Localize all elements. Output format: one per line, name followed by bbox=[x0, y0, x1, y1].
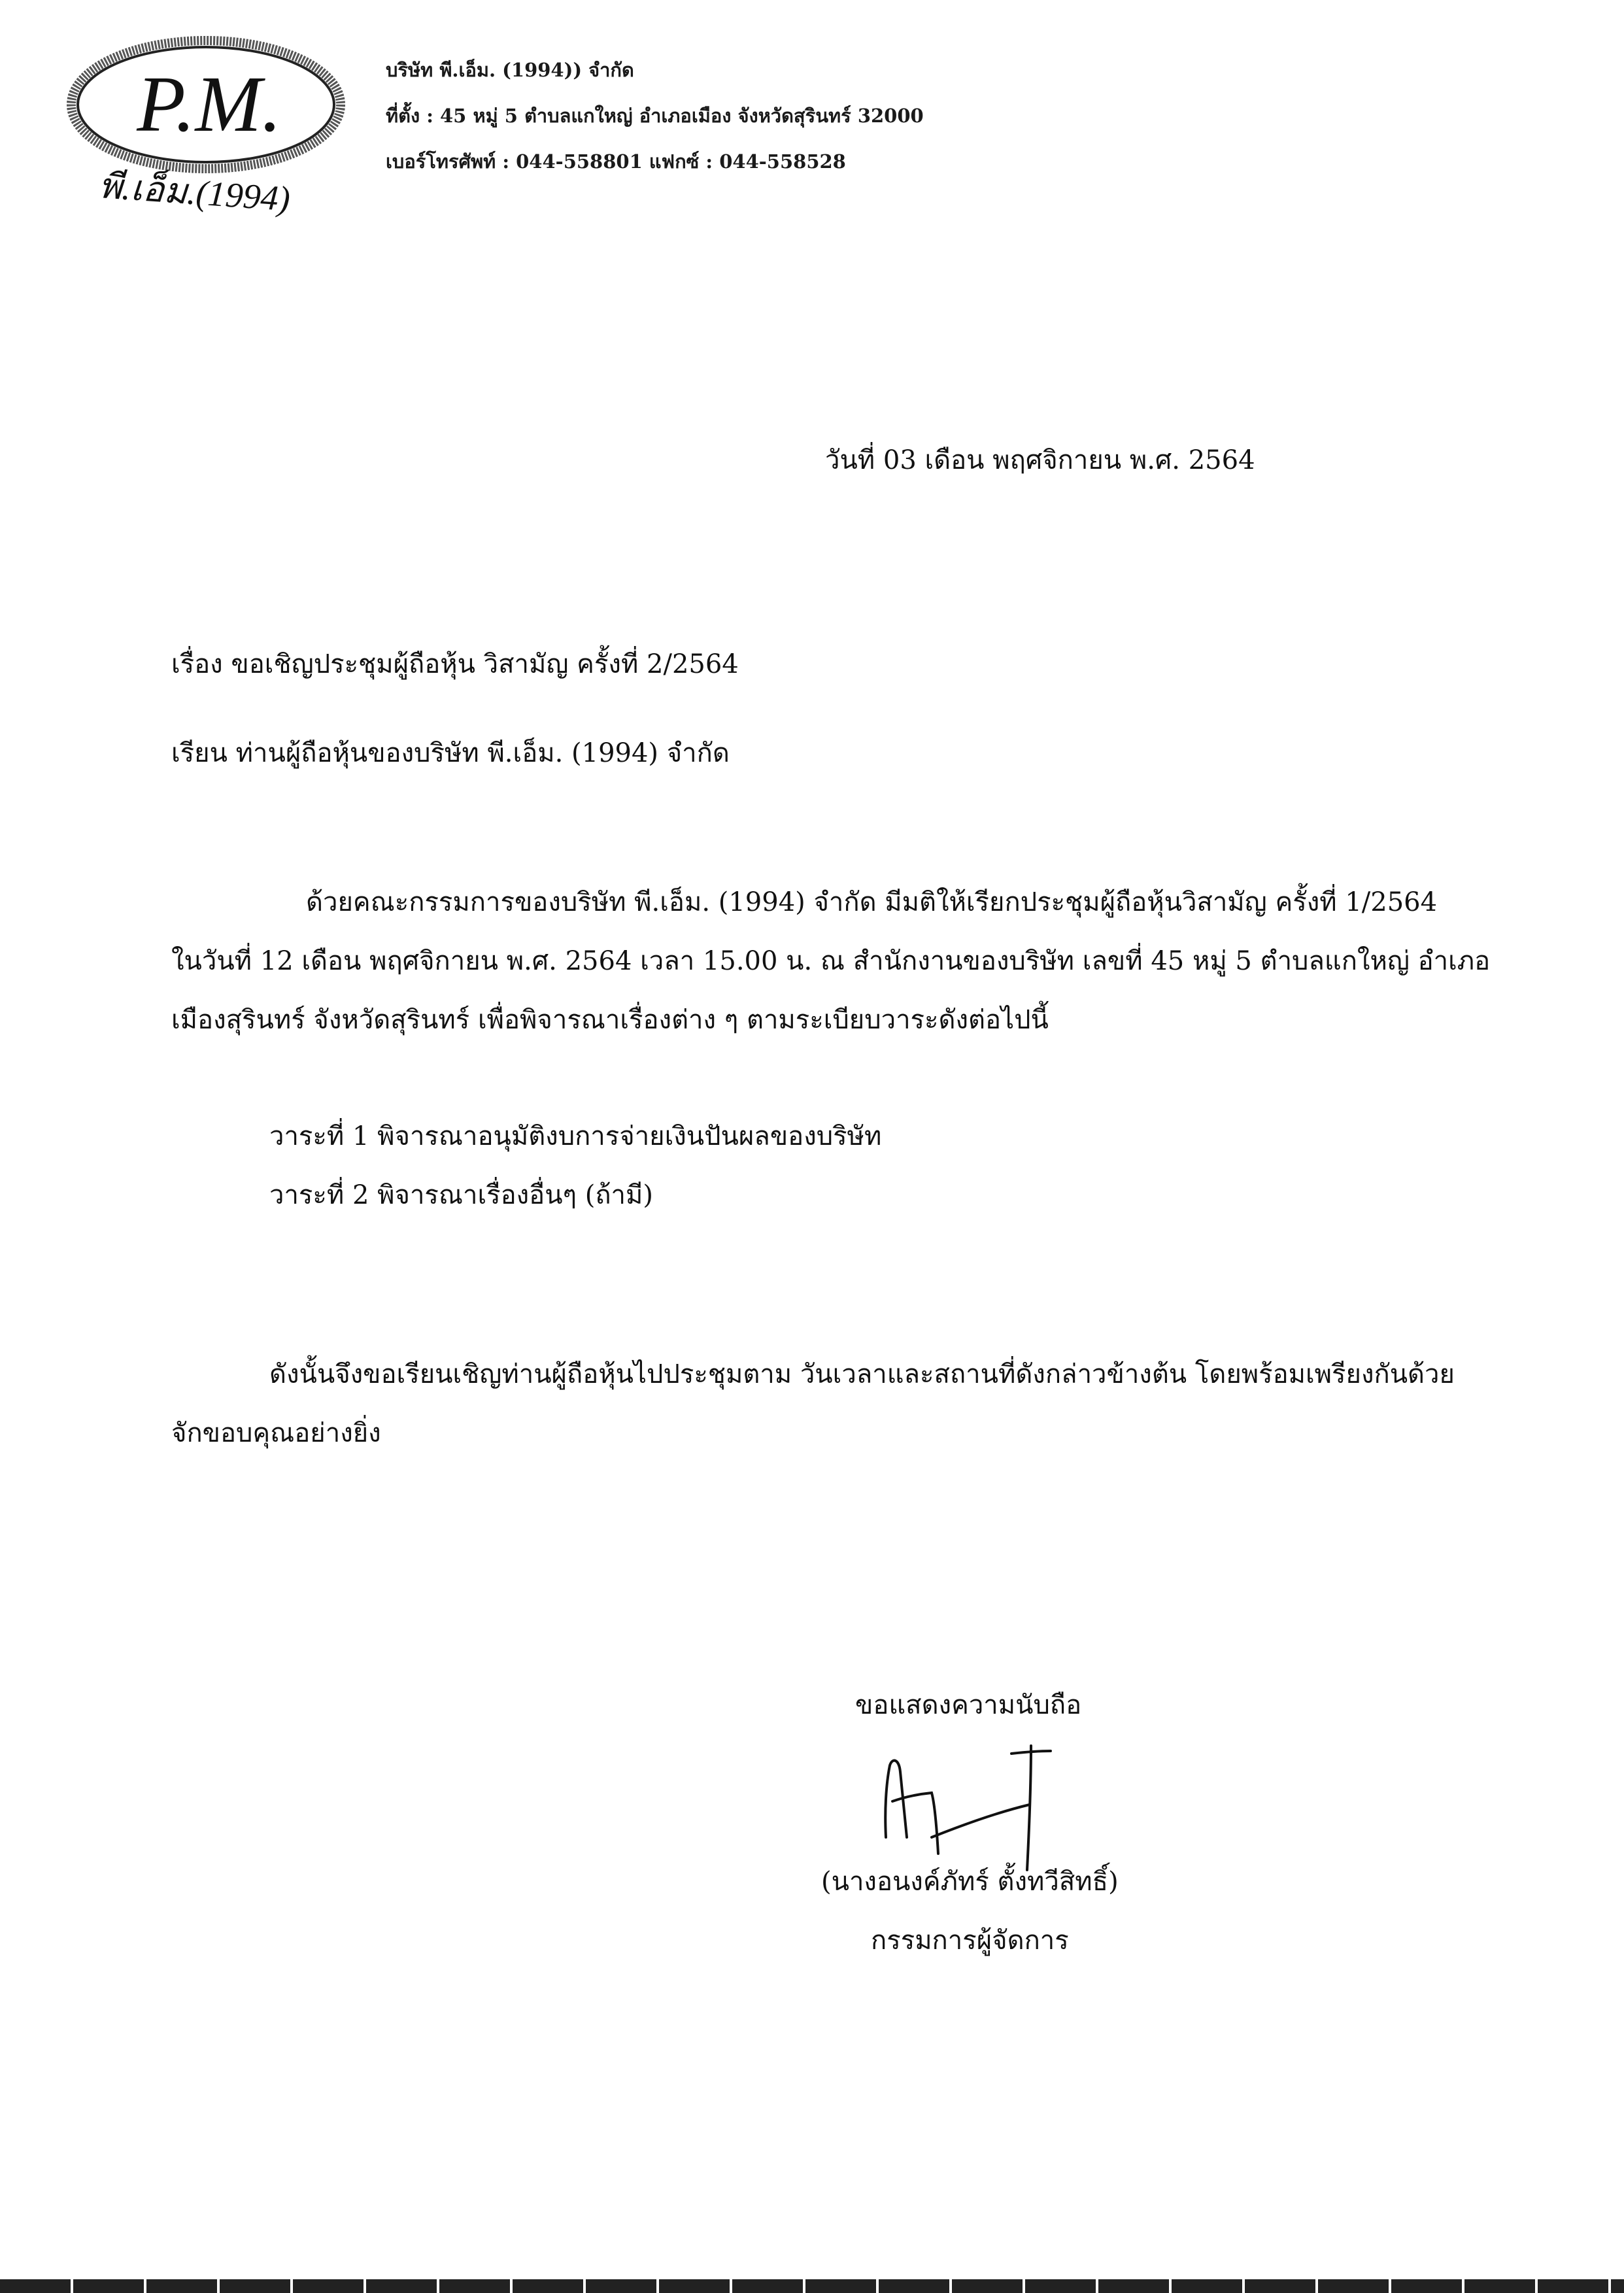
paragraph-line: ดังนั้นจึงขอเรียนเชิญท่านผู้ถือหุ้นไปประชุมตาม วันเวลาและสถานที่ดังกล่าวข้างต้น โดยพร้อมเพรียงกันด้วย bbox=[269, 1359, 1455, 1389]
company-address: ที่ตั้ง : 45 หมู่ 5 ตำบลแกใหญ่ อำเภอเมือง จังหวัดสุรินทร์ 32000 bbox=[386, 105, 924, 127]
signature bbox=[866, 1739, 1089, 1877]
company-name: บริษัท พี.เอ็ม. (1994)) จำกัด bbox=[386, 59, 634, 81]
letter-date: วันที่ 03 เดือน พฤศจิกายน พ.ศ. 2564 bbox=[825, 445, 1255, 475]
paragraph-line: เมืองสุรินทร์ จังหวัดสุรินทร์ เพื่อพิจารณาเรื่องต่าง ๆ ตามระเบียบวาระดังต่อไปนี้ bbox=[171, 1005, 1049, 1035]
agenda-item: วาระที่ 2 พิจารณาเรื่องอื่นๆ (ถ้ามี) bbox=[269, 1180, 653, 1210]
logo-text: P.M. bbox=[137, 60, 282, 148]
letter-recipient: เรียน ท่านผู้ถือหุ้นของบริษัท พี.เอ็ม. (1994) จำกัด bbox=[171, 738, 730, 768]
company-phone-fax: เบอร์โทรศัพท์ : 044-558801 แฟกซ์ : 044-558528 bbox=[386, 150, 846, 173]
signatory-title: กรรมการผู้จัดการ bbox=[871, 1926, 1069, 1956]
agenda-item: วาระที่ 1 พิจารณาอนุมัติงบการจ่ายเงินปันผลของบริษัท bbox=[269, 1121, 882, 1151]
letter-subject: เรื่อง ขอเชิญประชุมผู้ถือหุ้น วิสามัญ ครั้งที่ 2/2564 bbox=[171, 649, 739, 679]
logo-subtext: พี.เอ็ม.(1994) bbox=[97, 166, 292, 219]
paragraph-line: ด้วยคณะกรรมการของบริษัท พี.เอ็ม. (1994) จำกัด มีมติให้เรียกประชุมผู้ถือหุ้นวิสามัญ ครั้งที่ 1/2564 bbox=[306, 887, 1438, 917]
company-logo bbox=[59, 26, 360, 222]
page-bottom-edge bbox=[0, 2279, 1624, 2293]
paragraph-line: ในวันที่ 12 เดือน พฤศจิกายน พ.ศ. 2564 เวลา 15.00 น. ณ สำนักงานของบริษัท เลขที่ 45 หมู่ 5 ตำบลแกใหญ่ อำเภอ bbox=[171, 946, 1491, 976]
signatory-name: (นางอนงค์ภัทร์ ตั้งทวีสิทธิ์) bbox=[821, 1867, 1119, 1897]
letter-closing: ขอแสดงความนับถือ bbox=[855, 1690, 1082, 1720]
paragraph-line: จักขอบคุณอย่างยิ่ง bbox=[171, 1418, 381, 1448]
